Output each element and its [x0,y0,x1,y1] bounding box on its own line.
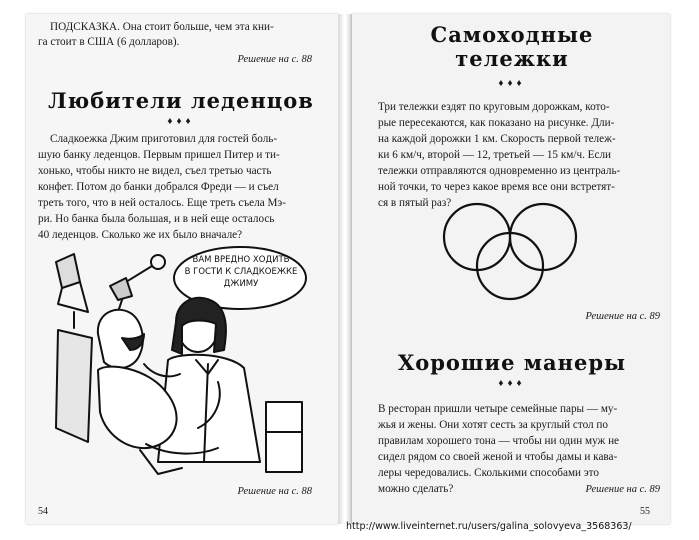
lollipops-solution-ref: Решение на с. 88 [237,486,312,497]
text-line: ной точки, то через какое время все они встретят- [378,181,615,193]
section-ornament: ♦♦♦ [498,78,526,89]
speech-bubble [178,254,304,290]
text-line: шую банку леденцов. Первым пришел Питер и ти- [38,149,280,161]
hint-label: ПОДСКАЗКА. [50,21,120,33]
text-line: В ресторан пришли четыре семейные пары — му- [378,403,618,415]
text-line: жья и жены. Они хотят сесть за круглый стол по [378,419,609,431]
hint-text: Она стоит больше, чем эта кни- [119,21,274,33]
section-title-carts-line-1: Самоходные [430,22,594,47]
text-line: ся в пятый раз? [378,197,452,209]
text-line: Три тележки ездят по круговым дорожкам, кото- [378,101,610,113]
text-line: ки 6 км/ч, второй — 12, третьей — 15 км/ч. Если [378,149,612,161]
hint-line-1 [50,20,318,35]
hint-line-2: га стоит в США (6 долларов). [38,36,180,48]
section-title-lollipops: Любители леденцов [48,88,314,113]
text-line: можно сделать? [378,483,454,495]
text-line: ри. Но банка была большая, и в ней еще осталось [38,213,275,225]
speech-line: ВАМ ВРЕДНО ХОДИТЬ [192,255,290,265]
text-line: треть того, что в ней осталось. Еще треть съела Мэ- [38,197,286,209]
carts-solution-ref: Решение на с. 89 [585,311,660,322]
speech-line: ДЖИМУ [223,279,259,289]
text-line: на каждой дорожки 1 км. Скорость первой тележ- [378,133,616,145]
text-line: рые пересекаются, как показано на рисунке. Дли- [378,117,615,129]
text-line: конфет. Потом до банки добрался Фреди — и съел [38,181,279,193]
text-line: леры чередовались. Сколькими способами это [378,467,599,479]
text-line: 40 леденцов. Сколько же их было вначале? [38,229,243,241]
three-circles-figure [437,198,587,308]
section-title-carts-line-2: тележки [455,46,569,71]
hint-solution-ref: Решение на с. 88 [237,54,312,65]
page-number-right: 55 [640,506,650,517]
text-line: хонько, чтобы никто не видел, съел третью часть [38,165,272,177]
text-line: сидел рядом со своей женой и чтобы дамы и кава- [378,451,618,463]
section-ornament: ♦♦♦ [498,378,526,389]
section-ornament: ♦♦♦ [167,116,195,127]
text-line: Сладкоежка Джим приготовил для гостей боль- [50,133,278,145]
text-line: правилам хорошего тона — чтобы ни один муж не [378,435,620,447]
book-spine [338,14,352,524]
page-number-left: 54 [38,506,48,517]
source-url-link[interactable]: http://www.liveinternet.ru/users/galina_solovyeva_3568363/ [346,521,632,532]
section-title-manners: Хорошие манеры [397,350,627,375]
text-line: тележки отправляются одновременно из централь- [378,165,621,177]
speech-line: В ГОСТИ К СЛАДКОЕЖКЕ [184,267,298,277]
manners-solution-ref: Решение на с. 89 [585,484,660,495]
